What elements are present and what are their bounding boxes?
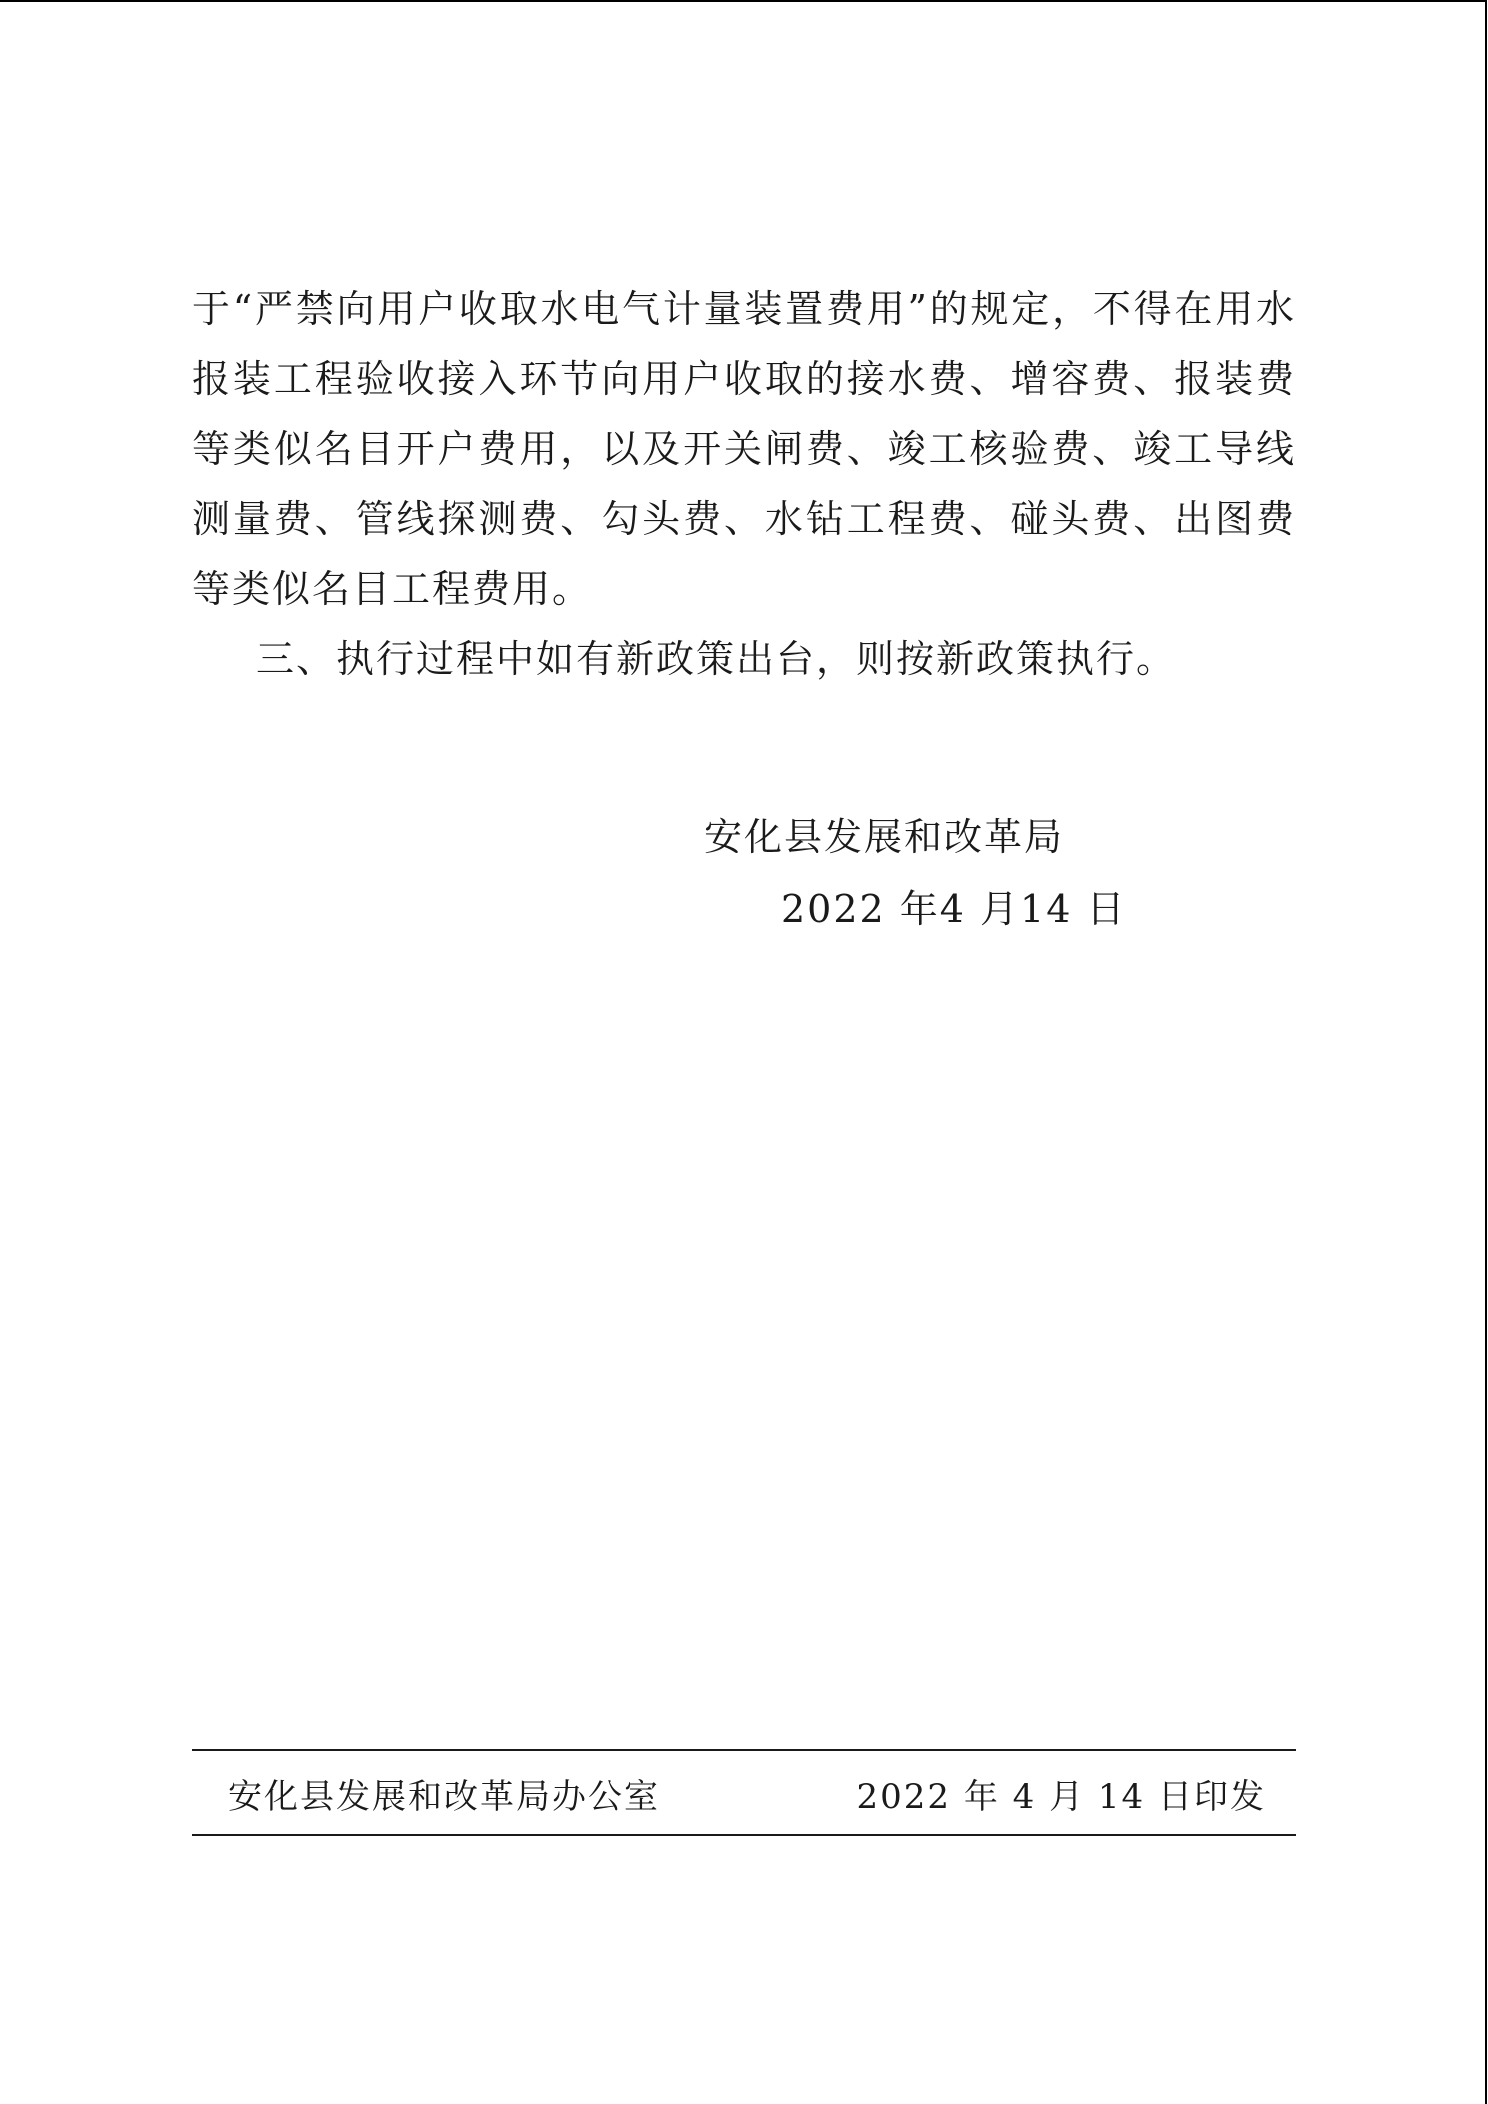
signature-organization: 安化县发展和改革局 <box>704 815 1065 859</box>
footer-issue-date: 2022 年 4 月 14 日印发 <box>856 1777 1266 1817</box>
body-paragraph-section-three: 三、执行过程中如有新政策出台，则按新政策执行。 <box>256 637 1177 681</box>
document-body <box>192 274 1296 694</box>
issuance-footer <box>228 1769 1266 1818</box>
footer-issuer: 安化县发展和改革局办公室 <box>228 1777 660 1817</box>
footer-top-rule <box>192 1749 1296 1751</box>
footer-bottom-rule <box>192 1834 1296 1836</box>
signature-date: 2022 年4 月14 日 <box>781 887 1127 931</box>
body-paragraph-continuation: 于“严禁向用户收取水电气计量装置费用”的规定，不得在用水报装工程验收接入环节向用户收取的接水费、增容费、报装费等类似名目开户费用，以及开关闸费、竣工核验费、竣工导线测量费、管线探测费、勾头费、水钻工程费、碰头费、出图费等类似名目工程费用。 <box>192 287 1296 611</box>
